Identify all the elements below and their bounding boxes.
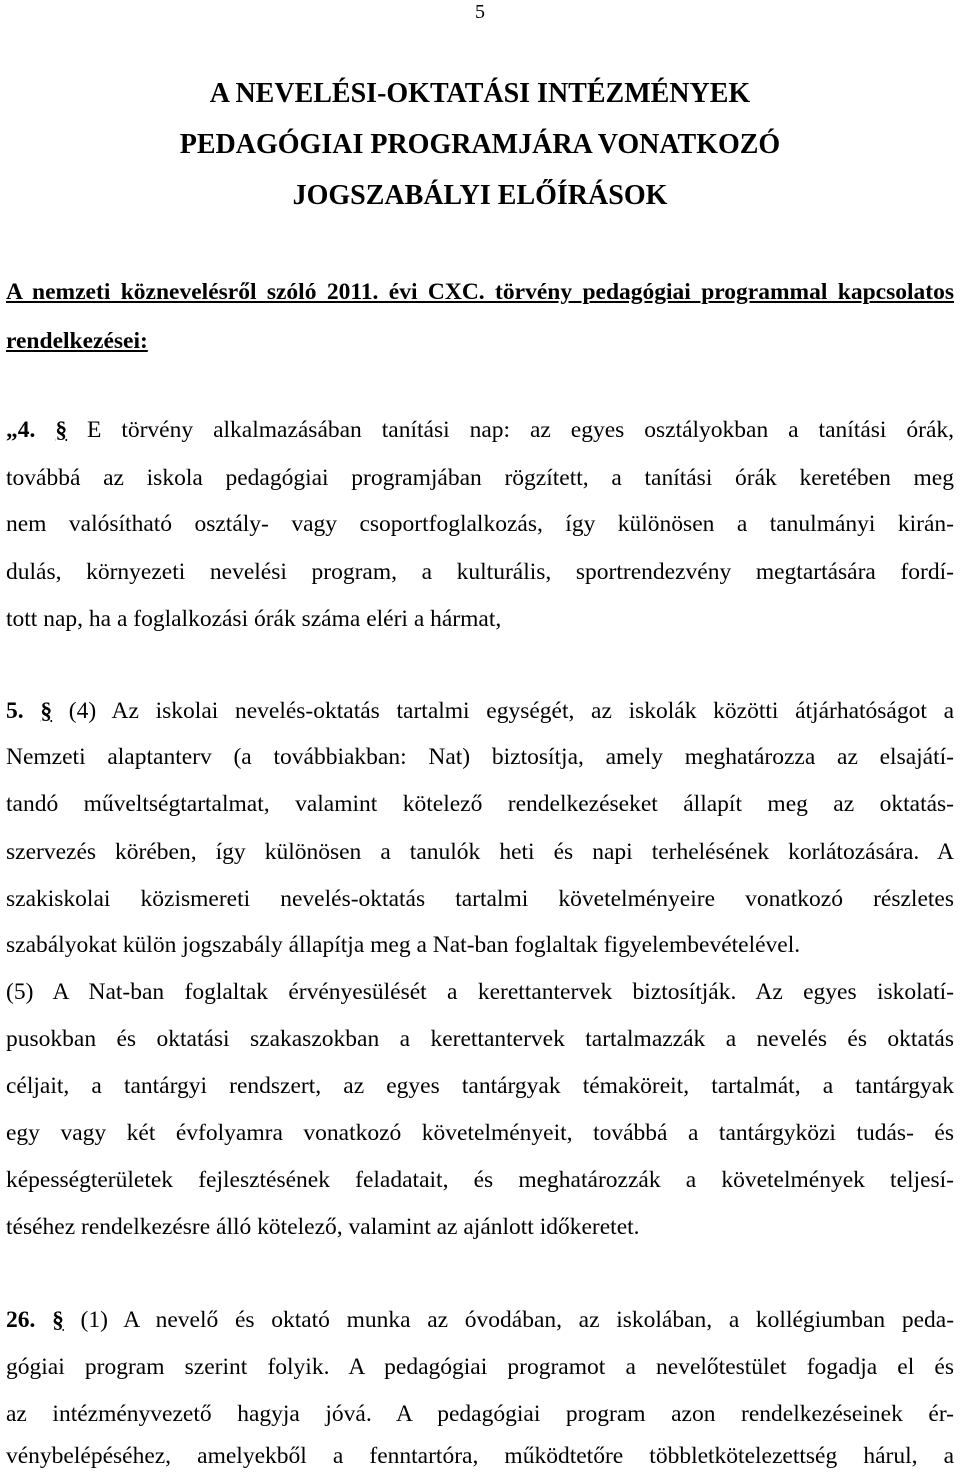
paragraph-line: egy vagy két évfolyamra vonatkozó követelményeit, továbbá a tantárgyközi tudás- és — [6, 1120, 954, 1146]
paragraph-line: dulás, környezeti nevelési program, a kulturális, sportrendezvény megtartására fordí- — [6, 559, 954, 585]
section-number: 5. — [6, 698, 24, 724]
title-line-2: PEDAGÓGIAI PROGRAMJÁRA VONATKOZÓ — [179, 129, 781, 160]
section-sign: § — [40, 698, 53, 724]
section-subheading: A nemzeti köznevelésről szóló 2011. évi CXC. törvény pedagógiai programmal kapcsolatos rendelkezései: — [6, 279, 954, 354]
paragraph-line: (5) A Nat-ban foglaltak érvényesülését a kerettantervek biztosítják. Az egyes iskolatí- — [6, 979, 954, 1005]
paragraph-line: szabályokat külön jogszabály állapítja meg a Nat-ban foglaltak figyelembevételével. — [6, 932, 801, 958]
section-5-first-line — [6, 687, 954, 735]
paragraph-line: szervezés körében, így különösen a tanulók heti és napi terhelésének korlátozására. A — [6, 839, 954, 865]
paragraph-text: E törvény alkalmazásában tanítási nap: az egyes osztályokban a tanítási órák, — [87, 417, 955, 443]
title-line-3: JOGSZABÁLYI ELŐÍRÁSOK — [292, 180, 668, 211]
section-sign: § — [55, 417, 68, 443]
paragraph-text: (4) Az iskolai nevelés-oktatás tartalmi egységét, az iskolák közötti átjárhatóságot a — [68, 698, 955, 724]
section-26-first-line — [6, 1296, 954, 1344]
page-title — [0, 68, 960, 221]
paragraph-line: képességterületek fejlesztésének feladatait, és meghatározzák a követelmények teljesí- — [6, 1167, 954, 1193]
title-line-1: A NEVELÉSI-OKTATÁSI INTÉZMÉNYEK — [209, 78, 751, 109]
paragraph-text: (1) A nevelő és oktató munka az óvodában, az iskolában, a kollégiumban peda- — [80, 1307, 955, 1333]
section-number: „4. — [6, 417, 36, 443]
paragraph-line: szakiskolai közismereti nevelés-oktatás tartalmi követelményeire vonatkozó részletes — [6, 886, 954, 912]
paragraph-line: Nemzeti alaptanterv (a továbbiakban: Nat) biztosítja, amely meghatározza az elsajátí- — [6, 744, 954, 770]
paragraph-line: továbbá az iskola pedagógiai programjában rögzített, a tanítási órák keretében meg — [6, 465, 954, 491]
paragraph-line: gógiai program szerint folyik. A pedagógiai programot a nevelőtestület fogadja el és — [6, 1354, 954, 1380]
paragraph-line: tandó műveltségtartalmat, valamint kötelező rendelkezéseket állapít meg az oktatás- — [6, 791, 954, 817]
section-sign: § — [52, 1307, 64, 1333]
paragraph-line: tott nap, ha a foglalkozási órák száma eléri a hármat, — [6, 606, 502, 632]
paragraph-line: az intézményvezető hagyja jóvá. A pedagógiai program azon rendelkezéseinek ér- — [6, 1401, 954, 1427]
paragraph-line: nem valósítható osztály- vagy csoportfoglalkozás, így különösen a tanulmányi kirán- — [6, 511, 954, 537]
paragraph-line: vénybelépéséhez, amelyekből a fenntartóra, működtetőre többletkötelezettség hárul, a — [6, 1443, 954, 1469]
page-number: 5 — [475, 1, 485, 23]
paragraph-line: téséhez rendelkezésre álló kötelező, valamint az ajánlott időkeretet. — [6, 1214, 640, 1240]
paragraph-line: céljait, a tantárgyi rendszert, az egyes tantárgyak témaköreit, tartalmát, a tantárgyak — [6, 1073, 954, 1099]
section-4-first-line — [6, 406, 954, 454]
section-number: 26. — [6, 1307, 36, 1333]
paragraph-line: pusokban és oktatási szakaszokban a kerettantervek tartalmazzák a nevelés és oktatás — [6, 1026, 954, 1052]
